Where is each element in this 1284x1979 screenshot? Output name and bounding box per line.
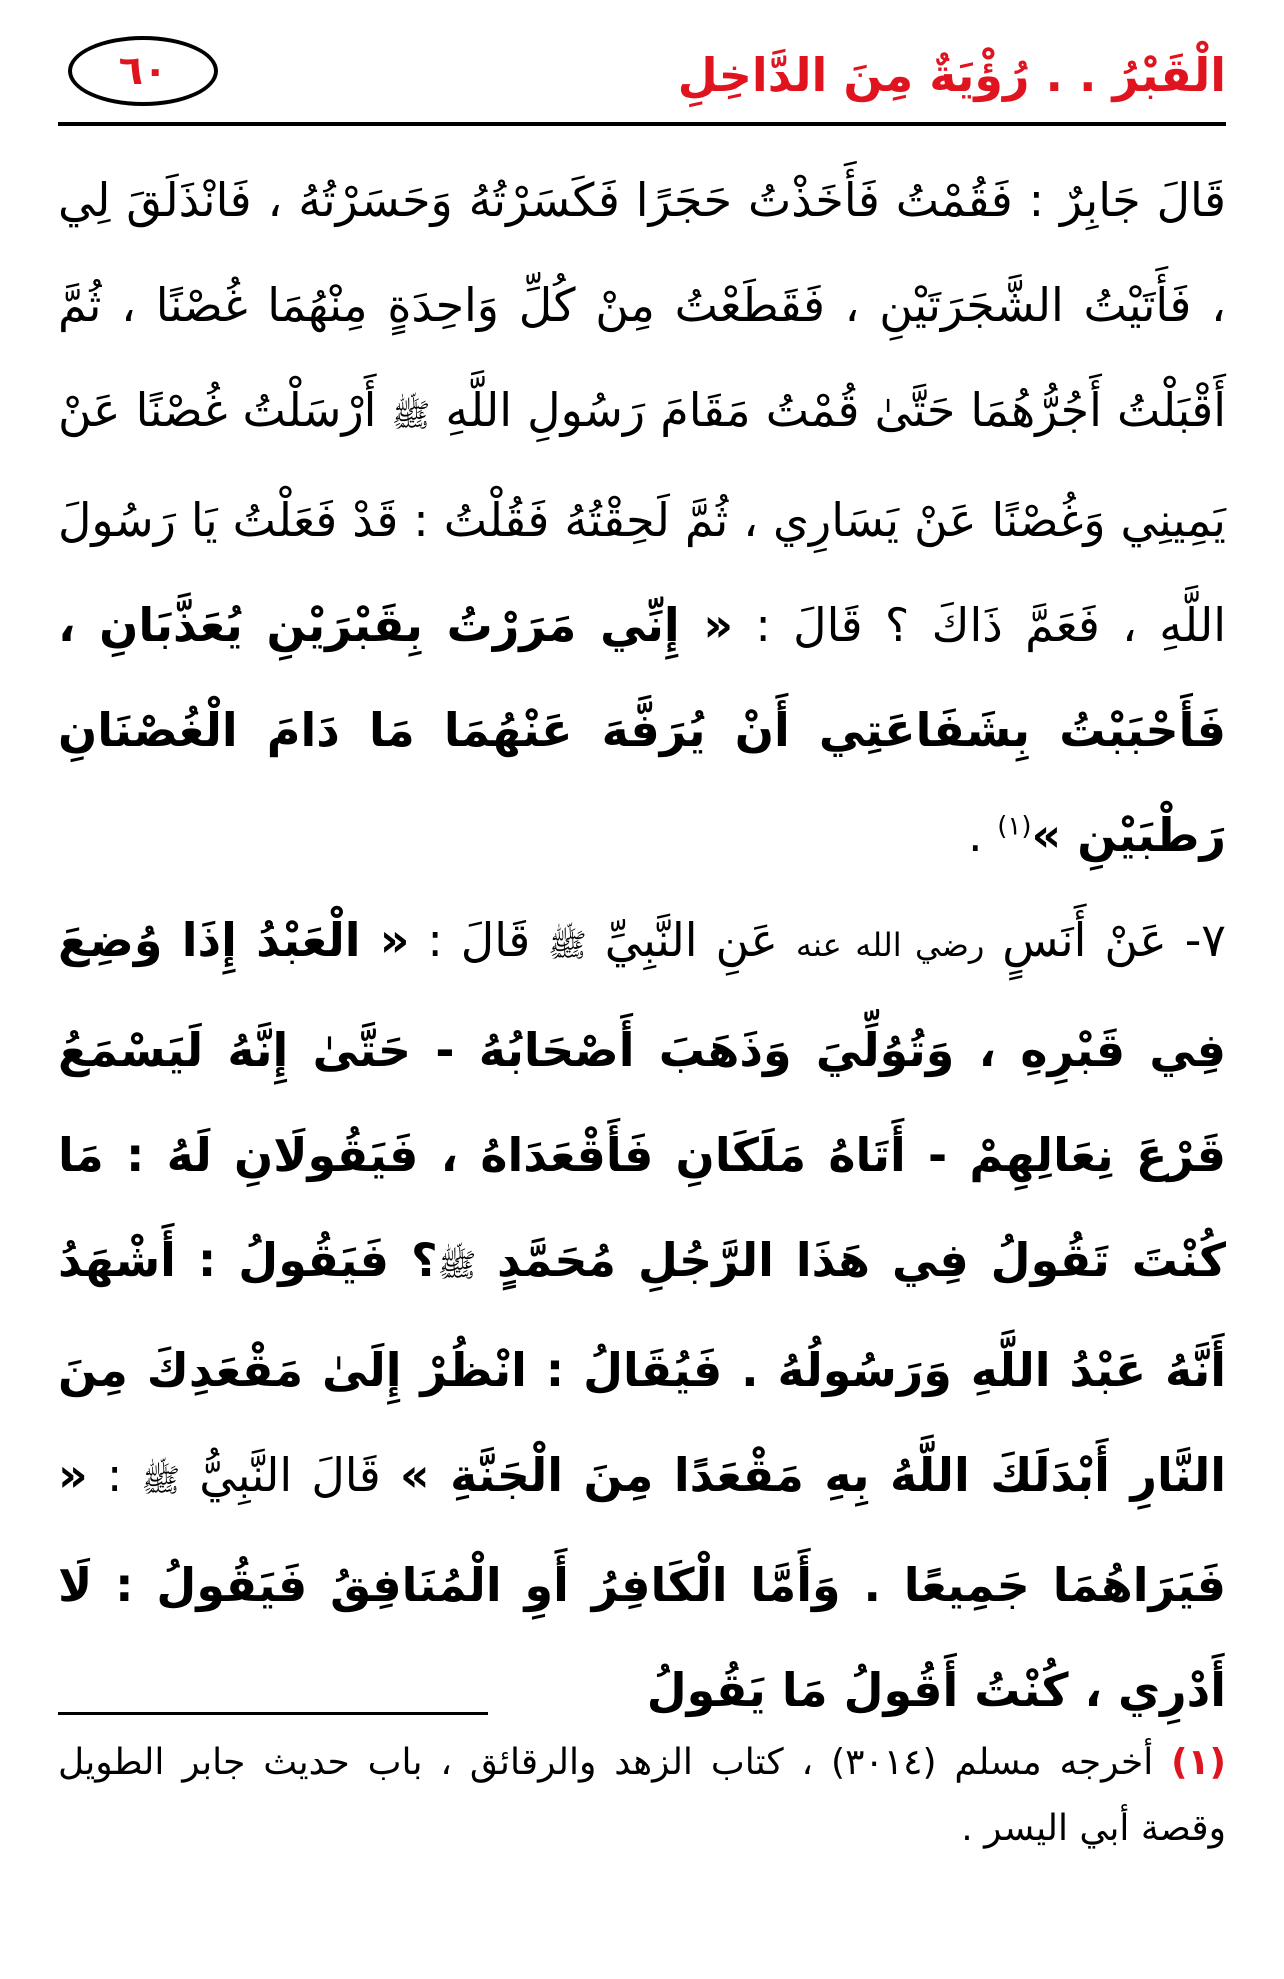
footnote-marker: (١) xyxy=(1171,1742,1226,1783)
footnote-rule xyxy=(58,1712,488,1715)
text-segment: قَالَ : xyxy=(427,913,531,967)
salla-glyph: ﷺ xyxy=(548,926,587,964)
hadith-quote: ؟ فَيَقُولُ : أَشْهَدُ أَنَّهُ عَبْدُ اللَّهِ وَرَسُولُهُ . فَيُقَالُ : انْظُرْ إِلَىٰ مَقْعَدِكَ مِنَ النَّارِ أَبْدَلَكَ اللَّهُ بِهِ مَقْعَدًا مِنَ الْجَنَّةِ » xyxy=(58,1233,1227,1502)
header-rule xyxy=(58,122,1226,126)
text-segment: قَالَ جَابِرٌ : فَقُمْتُ فَأَخَذْتُ حَجَرًا فَكَسَرْتُهُ وَحَسَرْتُهُ ، فَانْذَلَقَ لِي ، فَأَتَيْتُ الشَّجَرَتَيْنِ ، فَقَطَعْتُ مِنْ كُلِّ وَاحِدَةٍ مِنْهُمَا غُصْنًا ، ثُمَّ أَقْبَلْتُ أَجُرُّهُمَا حَتَّىٰ قُمْتُ مَقَامَ رَسُولِ اللَّهِ xyxy=(58,173,1227,437)
footnote-text: أخرجه مسلم (٣٠١٤) ، كتاب الزهد والرقائق ، باب حديث جابر الطويل وقصة أبي اليسر . xyxy=(58,1742,1226,1849)
footnote xyxy=(58,1730,1226,1862)
page-number-badge: ٦٠ xyxy=(68,36,218,106)
radiya-glyph: رضي الله عنه xyxy=(795,926,985,964)
hadith-quote: « إِنِّي مَرَرْتُ بِقَبْرَيْنِ يُعَذَّبَانِ ، فَأَحْبَبْتُ بِشَفَاعَتِي أَنْ يُرَفَّهَ عَنْهُمَا مَا دَامَ الْغُصْنَانِ رَطْبَيْنِ » xyxy=(58,598,1226,862)
paragraph-jabir xyxy=(58,148,1226,888)
hadith-quote: « الْعَبْدُ إِذَا وُضِعَ فِي قَبْرِهِ ، وَتُوُلِّيَ وَذَهَبَ أَصْحَابُهُ - حَتَّىٰ إِنَّهُ لَيَسْمَعُ قَرْعَ نِعَالِهِمْ - أَتَاهُ مَلَكَانِ فَأَقْعَدَاهُ ، فَيَقُولَانِ لَهُ : مَا كُنْتَ تَقُولُ فِي هَذَا الرَّجُلِ مُحَمَّدٍ xyxy=(58,913,1227,1287)
hadith-quote: « فَيَرَاهُمَا جَمِيعًا . وَأَمَّا الْكَافِرُ أَوِ الْمُنَافِقُ فَيَقُولُ : لَا أَدْرِي ، كُنْتُ أَقُولُ مَا يَقُولُ xyxy=(58,1448,1226,1717)
text-segment: قَالَ النَّبِيُّ xyxy=(199,1448,381,1502)
salla-glyph: ﷺ xyxy=(141,1461,181,1499)
running-title: الْقَبْرُ . . رُؤْيَةٌ مِنَ الدَّاخِلِ xyxy=(677,48,1226,102)
text-segment: : xyxy=(106,1448,123,1502)
text-segment: عَنِ النَّبِيِّ xyxy=(604,913,778,967)
salla-glyph: ﷺ xyxy=(391,396,431,434)
main-text xyxy=(58,148,1226,1743)
text-segment: . xyxy=(967,808,983,862)
page-header xyxy=(58,28,1226,124)
paragraph-anas xyxy=(58,888,1226,1743)
footnote-ref[interactable]: (١) xyxy=(997,811,1032,842)
text-segment: أَرْسَلْتُ غُصْنًا عَنْ يَمِينِي وَغُصْنًا عَنْ يَسَارِي ، ثُمَّ لَحِقْتُهُ فَقُلْتُ : قَدْ فَعَلْتُ يَا رَسُولَ اللَّهِ ، فَعَمَّ ذَاكَ ؟ قَالَ : xyxy=(58,383,1226,652)
hadith-number: ٧- عَنْ أَنَسٍ xyxy=(1002,913,1227,967)
salla-glyph: ﷺ xyxy=(437,1246,477,1284)
